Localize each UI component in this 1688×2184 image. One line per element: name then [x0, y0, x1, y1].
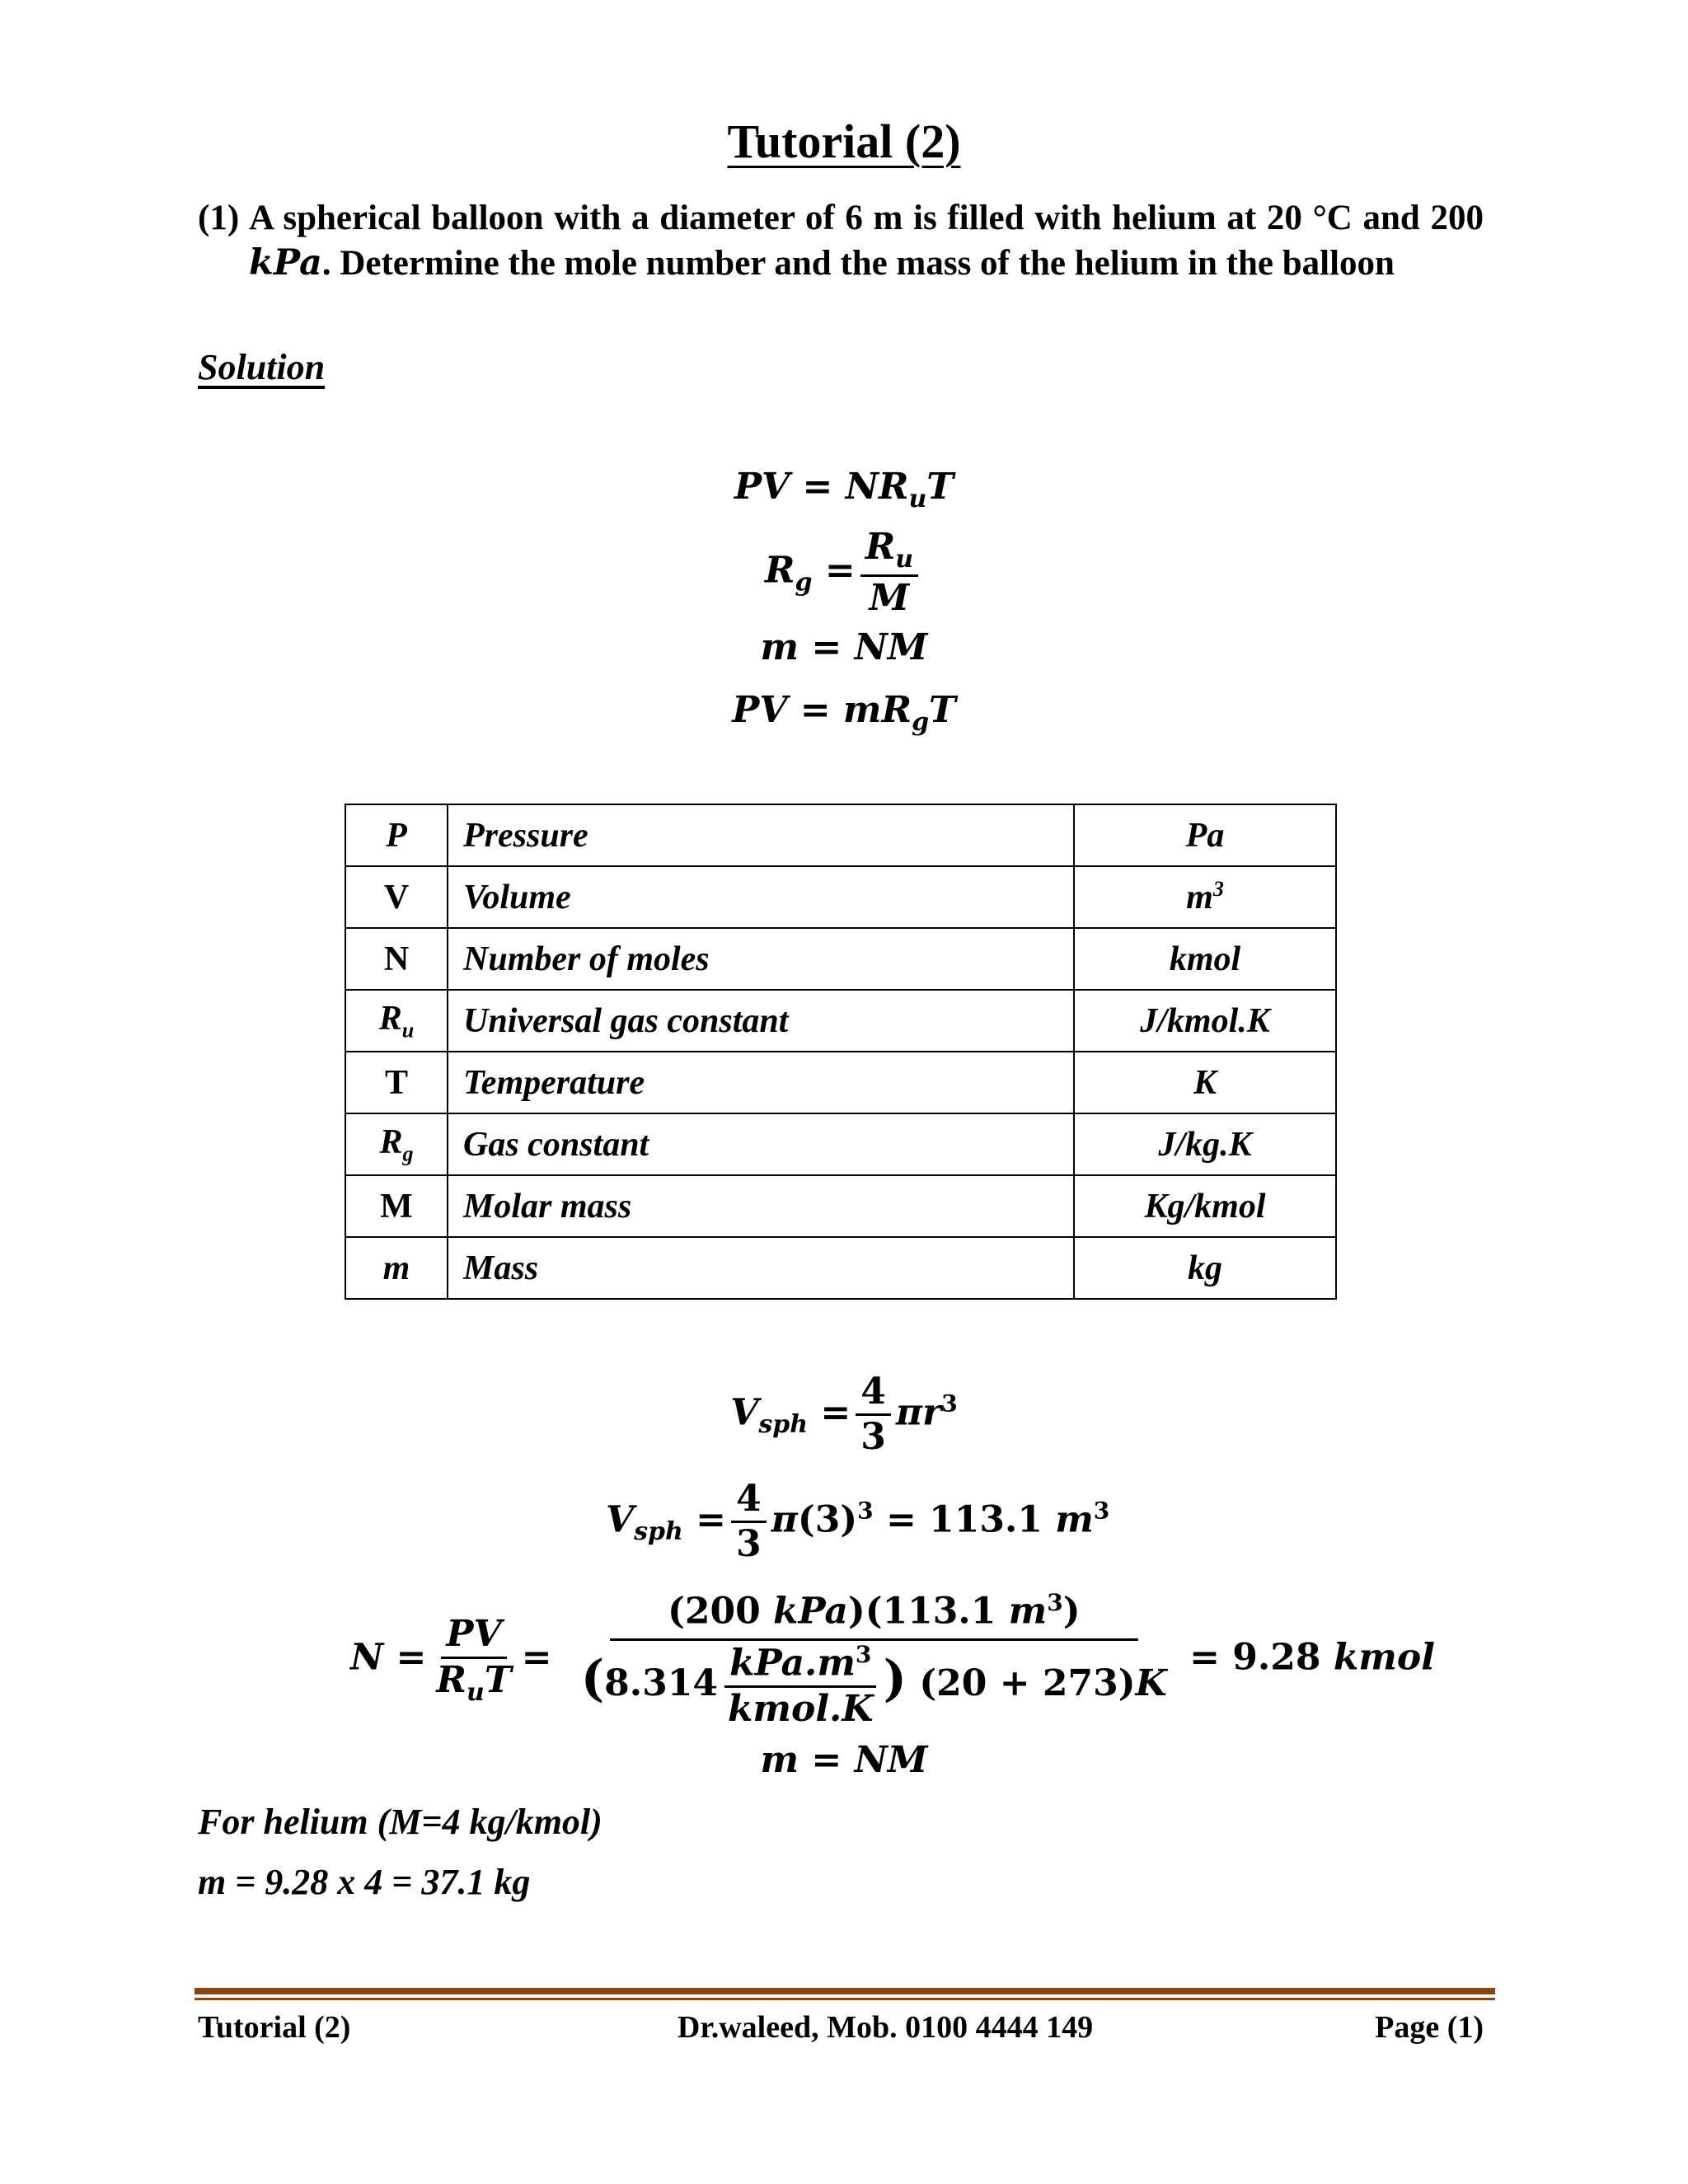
calc-moles: N = $\frac{PV}{R_uT}$ = (200 kPa)(113.1 $m^3$) (8.314 $\frac{kPa.m^3}{\text{kmol.K}}$ ) (20 + 273)K = 9.28 kmol	[350, 1589, 1435, 1731]
quantity-cell: Number of moles	[448, 928, 1074, 990]
symbol-cell: V	[345, 866, 448, 928]
table-row	[345, 866, 1336, 928]
footer-rule-thin	[195, 1998, 1495, 2000]
unit-cell: kg	[1074, 1237, 1336, 1299]
calc-sphere-volume: $V_{sph}$ = $\frac{4}{3}$ $\pi(3)^3 = 113.1$ $m^3$	[606, 1478, 1110, 1566]
formula-mass: m = NM	[760, 626, 928, 668]
formula-ideal-gas-moles: PV = $NR_uT$	[734, 466, 954, 513]
table-row	[345, 804, 1336, 866]
unit-cell: K	[1074, 1052, 1336, 1113]
problem-number: (1)	[198, 199, 240, 237]
footer-left: Tutorial (2)	[198, 2010, 351, 2045]
unit-cell: Kg/kmol	[1074, 1175, 1336, 1237]
quantity-cell: Molar mass	[448, 1175, 1074, 1237]
footer-page-number: Page (1)	[1375, 2010, 1484, 2045]
symbol-cell: T	[345, 1052, 448, 1113]
table-row	[345, 1052, 1336, 1113]
symbol-table	[345, 804, 1337, 1300]
quantity-cell: Mass	[448, 1237, 1074, 1299]
footer-rule-thick	[195, 1988, 1495, 1994]
formula-ideal-gas-mass: PV = $mR_gT$	[732, 689, 956, 737]
mass-result: m = 9.28 x 4 = 37.1 kg	[198, 1862, 531, 1902]
symbol-cell: P	[345, 804, 448, 866]
page-title: Tutorial (2)	[727, 115, 961, 168]
unit-cell: $m^3$	[1074, 866, 1336, 928]
unit-cell: kmol	[1074, 928, 1336, 990]
symbol-cell: m	[345, 1237, 448, 1299]
quantity-cell: Pressure	[448, 804, 1074, 866]
formula-gas-constant: $R_g$ = $\frac{R_u}{M}$	[0, 527, 1688, 618]
quantity-cell: Gas constant	[448, 1113, 1074, 1175]
table-row	[345, 1237, 1336, 1299]
unit-cell: J/kg.K	[1074, 1113, 1336, 1175]
helium-note: For helium (M=4 kg/kmol)	[198, 1802, 603, 1842]
footer-center: Dr.waleed, Mob. 0100 4444 149	[677, 2010, 1094, 2045]
symbol-cell: $R_g$	[345, 1113, 448, 1175]
symbol-cell: N	[345, 928, 448, 990]
quantity-cell: Universal gas constant	[448, 990, 1074, 1052]
quantity-cell: Temperature	[448, 1052, 1074, 1113]
quantity-cell: Volume	[448, 866, 1074, 928]
table-row	[345, 990, 1336, 1052]
formula-mass-2: m = NM	[760, 1739, 928, 1781]
table-row	[345, 1113, 1336, 1175]
unit-cell: Pa	[1074, 804, 1336, 866]
solution-heading: Solution	[198, 347, 326, 387]
problem-statement: (1) A spherical balloon with a diameter of 6 m is filled with helium at 20 °C and 200 kPa. Determine the mole number and the mass of the helium in the balloon	[198, 196, 1484, 286]
symbol-cell: M	[345, 1175, 448, 1237]
table-row	[345, 928, 1336, 990]
unit-cell: J/kmol.K	[1074, 990, 1336, 1052]
symbol-cell: $R_u$	[345, 990, 448, 1052]
table-row	[345, 1175, 1336, 1237]
formula-sphere-volume: $V_{sph}$ = $\frac{4}{3}$ $\pi r^3$	[730, 1371, 958, 1459]
